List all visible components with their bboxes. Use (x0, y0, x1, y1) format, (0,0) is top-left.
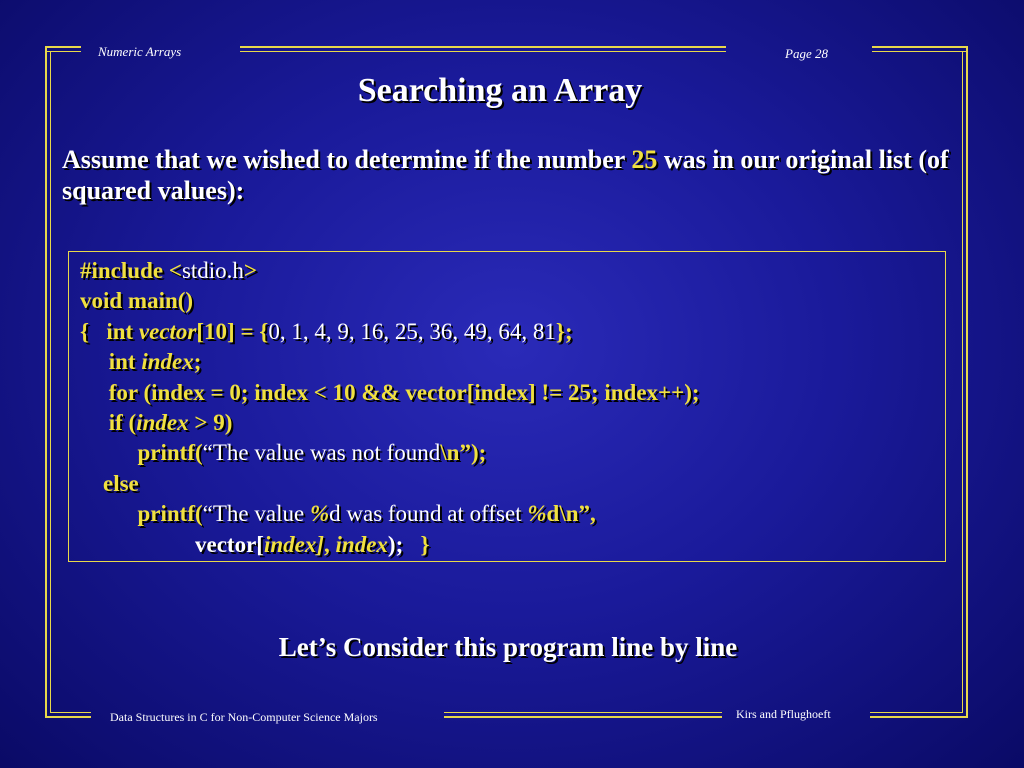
frame-bottom-left (45, 716, 91, 718)
code-line-4: int index; (80, 349, 202, 375)
frame-top-right-2 (872, 51, 968, 52)
frame-bottom-right (870, 716, 968, 718)
code-line-1: #include <stdio.h> (80, 258, 258, 283)
frame-right-2 (962, 51, 963, 713)
code-block (80, 256, 700, 560)
frame-top-left (45, 46, 81, 48)
frame-top-mid (240, 46, 726, 48)
code-line-7: printf(“The value was not found\n”); (80, 440, 487, 466)
code-line-9: printf(“The value %d was found at offset %d\n”, (80, 501, 596, 527)
code-line-2: void main() (80, 288, 194, 314)
closing-text: Let’s Consider this program line by line (278, 632, 738, 662)
code-line-6: if (index > 9) (80, 410, 233, 436)
intro-text (62, 144, 962, 206)
frame-right (966, 46, 968, 718)
frame-bottom-right-2 (870, 712, 963, 713)
intro-number: 25 (631, 145, 658, 174)
code-line-5: for (index = 0; index < 10 && vector[index] != 25; index++); (80, 379, 700, 405)
frame-top-right (872, 46, 968, 48)
slide-title: Searching an Array (357, 72, 643, 109)
page-number: Page 28 (785, 46, 828, 61)
intro-after: was in our original list (of squared values): (62, 145, 949, 205)
frame-left-2 (50, 51, 51, 713)
frame-bottom-mid-2 (444, 712, 722, 713)
frame-left (45, 46, 47, 718)
frame-top-mid-2 (240, 51, 726, 52)
frame-bottom-mid (444, 716, 722, 718)
footer-authors: Kirs and Pflughoeft (736, 707, 831, 721)
section-label: Numeric Arrays (98, 44, 182, 59)
code-line-10: vector[index], index); } (195, 531, 430, 557)
code-line-3: { int vector[10] = {0, 1, 4, 9, 16, 25, 36, 49, 64, 81}; (80, 318, 573, 344)
code-line-8: else (80, 470, 139, 496)
footer-course: Data Structures in C for Non-Computer Science Majors (110, 710, 378, 724)
intro-before: Assume that we wished to determine if the number (62, 145, 632, 174)
frame-bottom-left-2 (50, 712, 91, 713)
